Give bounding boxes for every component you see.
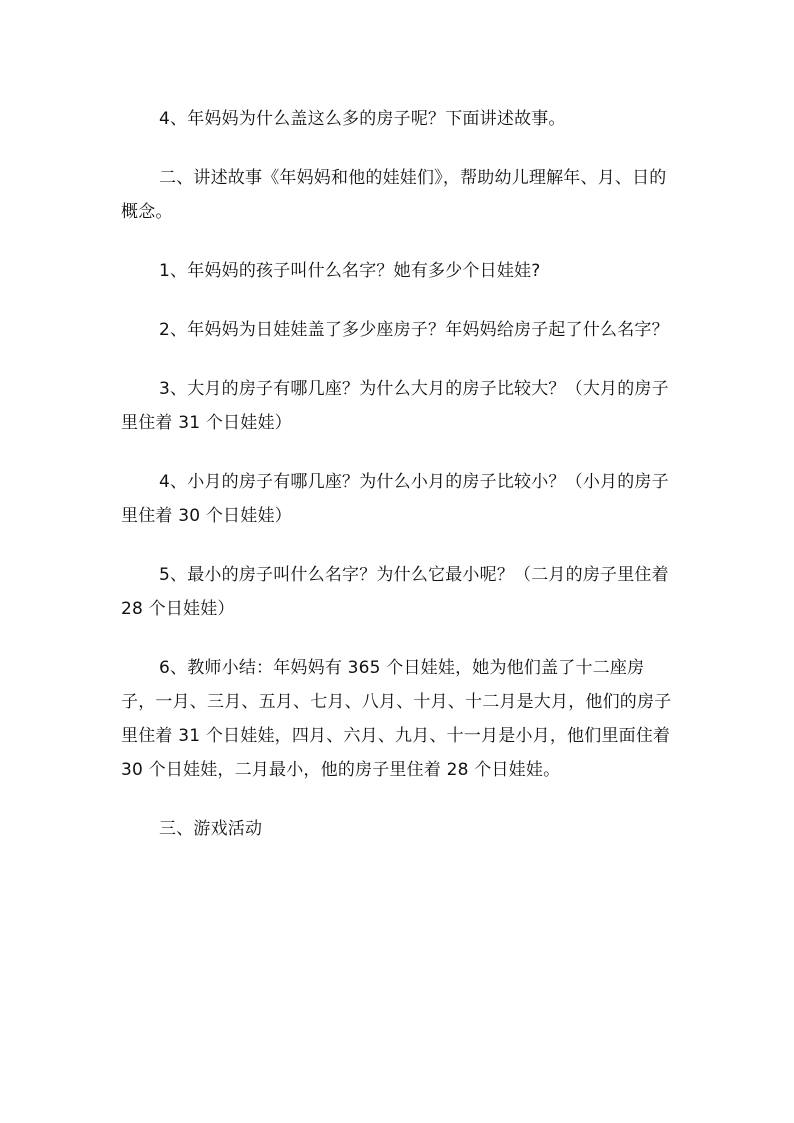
paragraph-question-3: 3、大月的房子有哪几座？为什么大月的房子比较大？（大月的房子里住着 31 个日娃娃） — [121, 379, 669, 433]
paragraph-section-3-heading: 三、游戏活动 — [159, 819, 263, 839]
paragraph-question-4: 4、小月的房子有哪几座？为什么小月的房子比较小？（小月的房子里住着 30 个日娃娃） — [121, 472, 669, 526]
paragraph-question-2: 2、年妈妈为日娃娃盖了多少座房子？年妈妈给房子起了什么名字？ — [159, 320, 669, 340]
paragraph-step-4-question: 4、年妈妈为什么盖这么多的房子呢？下面讲述故事。 — [159, 109, 566, 129]
paragraph-question-5: 5、最小的房子叫什么名字？为什么它最小呢？（二月的房子里住着 28 个日娃娃） — [121, 565, 669, 619]
paragraph-section-2-heading: 二、讲述故事《年妈妈和他的娃娃们》，帮助幼儿理解年、月、日的概念。 — [121, 168, 667, 222]
document-body — [121, 102, 676, 846]
paragraph-question-1: 1、年妈妈的孩子叫什么名字？她有多少个日娃娃? — [159, 261, 541, 281]
paragraph-teacher-summary: 6、教师小结：年妈妈有 365 个日娃娃，她为他们盖了十二座房子，一月、三月、五月、七月、八月、十月、十二月是大月，他们的房子里住着 31 个日娃娃，四月、六月、九月、十一月是小月，他们里面住着 30 个日娃娃，二月最小，他的房子里住着 28 个日娃娃。 — [121, 658, 672, 780]
